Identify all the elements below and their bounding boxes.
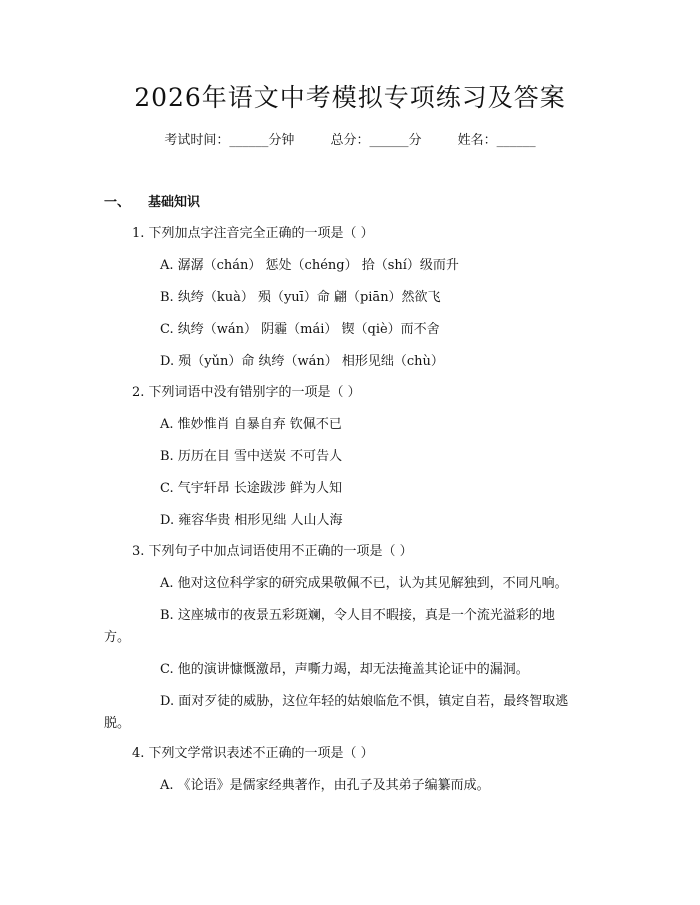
section-title: 基础知识 bbox=[148, 195, 201, 210]
question-option: A. 《论语》是儒家经典著作，由孔子及其弟子编纂而成。 bbox=[160, 778, 490, 793]
question-option: D. 雍容华贵 相形见绌 人山人海 bbox=[160, 513, 343, 528]
question-option: A. 潺潺（chán） 惩处（chéng） 拾（shí）级而升 bbox=[160, 258, 459, 273]
question-option: B. 纨绔（kuà） 殒（yuī）命 翩（piān）然欲飞 bbox=[160, 290, 441, 305]
question-option: D. 殒（yǔn）命 纨绔（wán） 相形见绌（chù） bbox=[160, 354, 444, 369]
question-option: C. 气宇轩昂 长途跋涉 鲜为人知 bbox=[160, 481, 343, 496]
section-heading bbox=[104, 193, 200, 213]
total-score-field: 总分：______分 bbox=[330, 133, 422, 148]
question-option: D. 面对歹徒的威胁，这位年轻的姑娘临危不惧，镇定自若，最终智取逃 bbox=[160, 694, 569, 709]
question-option: B. 这座城市的夜景五彩斑斓，令人目不暇接，真是一个流光溢彩的地 bbox=[160, 608, 555, 623]
question-option: C. 他的演讲慷慨激昂，声嘶力竭，却无法掩盖其论证中的漏洞。 bbox=[160, 662, 529, 677]
exam-time-field: 考试时间：______分钟 bbox=[164, 133, 295, 148]
question-option: A. 他对这位科学家的研究成果敬佩不已，认为其见解独到，不同凡响。 bbox=[160, 576, 568, 591]
section-number: 一、 bbox=[104, 195, 131, 210]
question-stem: 3. 下列句子中加点词语使用不正确的一项是（ ） bbox=[132, 544, 413, 559]
exam-info-line bbox=[0, 131, 700, 151]
page-title: 2026年语文中考模拟专项练习及答案 bbox=[134, 83, 566, 112]
question-option-continuation: 脱。 bbox=[104, 716, 131, 731]
question-option: C. 纨绔（wán） 阴霾（mái） 锲（qiè）而不舍 bbox=[160, 322, 440, 337]
question-stem: 2. 下列词语中没有错别字的一项是（ ） bbox=[132, 385, 361, 400]
question-option: B. 历历在目 雪中送炭 不可告人 bbox=[160, 449, 343, 464]
question-option-continuation: 方。 bbox=[104, 630, 131, 645]
student-name-field: 姓名：______ bbox=[457, 133, 536, 148]
question-stem: 4. 下列文学常识表述不正确的一项是（ ） bbox=[132, 746, 374, 761]
question-option: A. 惟妙惟肖 自暴自弃 钦佩不已 bbox=[160, 417, 342, 432]
question-stem: 1. 下列加点字注音完全正确的一项是（ ） bbox=[132, 226, 374, 241]
